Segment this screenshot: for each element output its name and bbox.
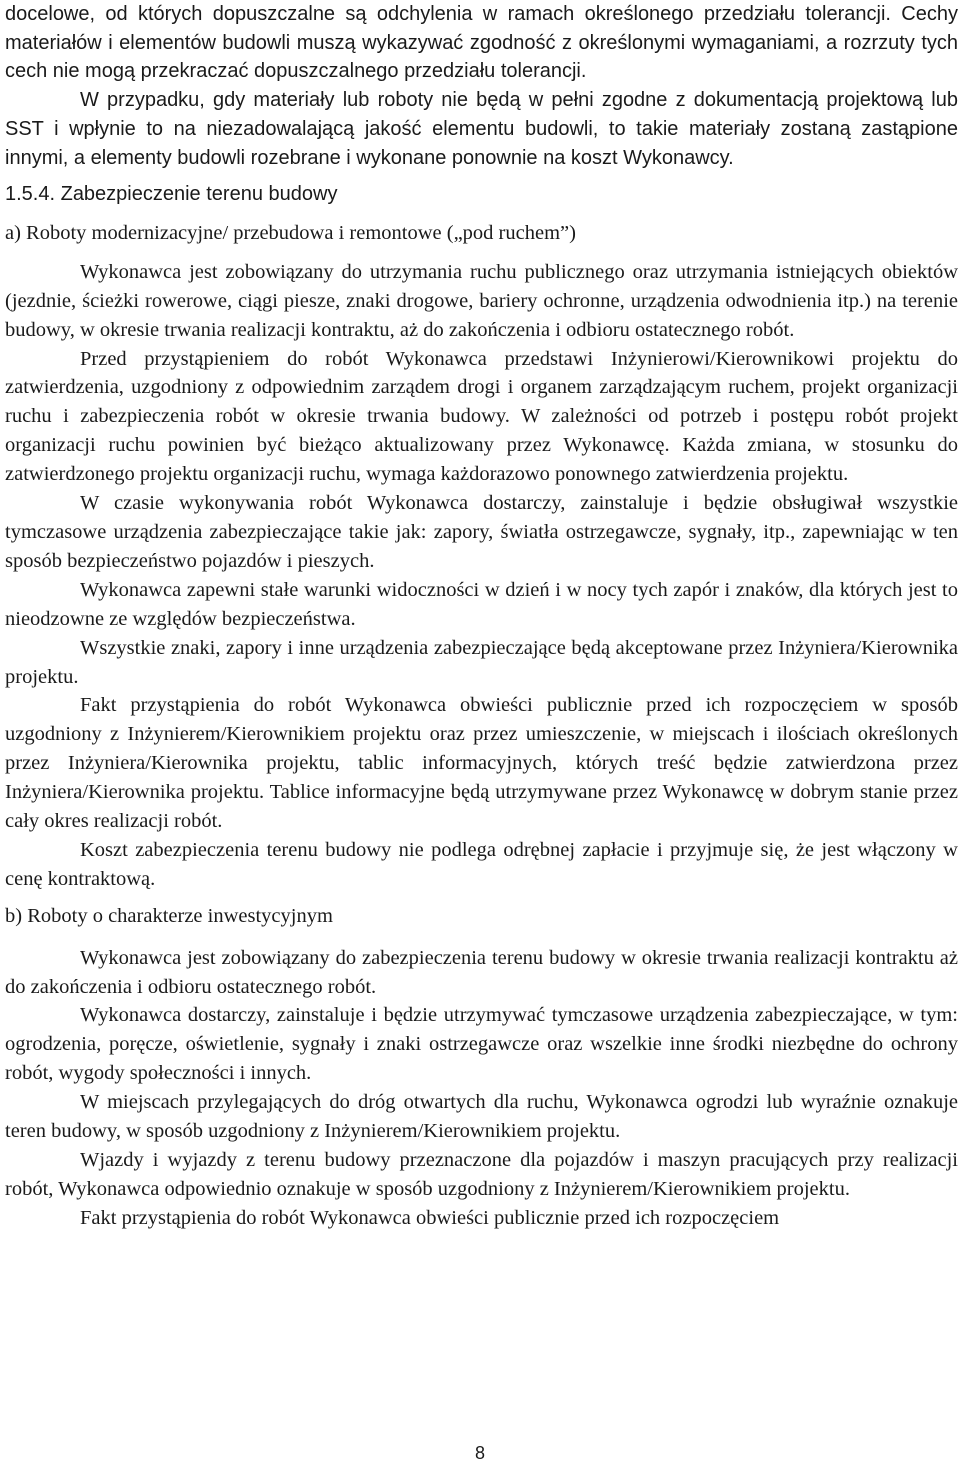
subsection-b-paragraph: W miejscach przylegających do dróg otwartych dla ruchu, Wykonawca ogrodzi lub wyraźnie oznakuje teren budowy, w sposób uzgodniony z Inżynierem/Kierownikiem projektu. bbox=[5, 1091, 958, 1143]
subsection-a-paragraph: Wykonawca jest zobowiązany do utrzymania ruchu publicznego oraz utrzymania istniejących obiektów (jezdnie, ścieżki rowerowe, ciągi piesze, znaki drogowe, bariery ochronne, urządzenia odwodnienia itp.) na terenie budowy, w okresie trwania realizacji kontraktu, aż do zakończenia i odbioru ostatecznego robót. bbox=[5, 260, 958, 341]
subsection-b-paragraph: Fakt przystąpienia do robót Wykonawca obwieści publicznie przed ich rozpoczęciem bbox=[80, 1206, 780, 1229]
intro-continuation-paragraph: docelowe, od których dopuszczalne są odchylenia w ramach określonego przedziału tolerancji. Cechy materiałów i elementów budowli muszą wykazywać zgodność z określonymi wymaganiami, a rozrzuty tych cech nie mogą przekraczać dopuszczalnego przedziału tolerancji. bbox=[5, 3, 958, 83]
page-number: 8 bbox=[474, 1443, 485, 1463]
section-heading: 1.5.4. Zabezpieczenie terenu budowy bbox=[5, 183, 338, 206]
subsection-b-paragraph: Wykonawca jest zobowiązany do zabezpieczenia terenu budowy w okresie trwania realizacji kontraktu aż do zakończenia i odbioru ostatecznego robót. bbox=[5, 946, 958, 998]
intro-paragraph: W przypadku, gdy materiały lub roboty nie będą w pełni zgodne z dokumentacją projektową lub SST i wpłynie to na niezadowalającą jakość elementu budowli, to takie materiały zostaną zastąpione innymi, a elementy budowli rozebrane i wykonane ponownie na koszt Wykonawcy. bbox=[5, 89, 958, 169]
subsection-b-paragraph: Wykonawca dostarczy, zainstaluje i będzie utrzymywać tymczasowe urządzenia zabezpieczające, w tym: ogrodzenia, poręcze, oświetlenie, sygnały i znaki ostrzegawcze oraz wszelkie inne środki niezbędne do ochrony robót, wygody społeczności i innych. bbox=[5, 1004, 958, 1085]
subsection-b-heading: b) Roboty o charakterze inwestycyjnym bbox=[5, 904, 333, 927]
subsection-a-heading: a) Roboty modernizacyjne/ przebudowa i remontowe („pod ruchem”) bbox=[5, 221, 576, 244]
subsection-a-paragraph: Wszystkie znaki, zapory i inne urządzenia zabezpieczające będą akceptowane przez Inżyniera/Kierownika projektu. bbox=[5, 636, 958, 688]
subsection-a-paragraph: Przed przystąpieniem do robót Wykonawca przedstawi Inżynierowi/Kierownikowi projektu do zatwierdzenia, uzgodniony z odpowiednim zarządem drogi i organem zarządzającym ruchem, projekt organizacji ruchu i zabezpieczenia robót w okresie trwania budowy. W zależności od potrzeb i postępu robót projekt organizacji ruchu powinien być bieżąco aktualizowany przez Wykonawcę. Każda zmiana, w stosunku do zatwierdzonego projektu organizacji ruchu, wymaga każdorazowo ponownego zatwierdzenia projektu. bbox=[5, 347, 958, 486]
subsection-a-paragraph: Koszt zabezpieczenia terenu budowy nie podlega odrębnej zapłacie i przyjmuje się, że jest włączony w cenę kontraktową. bbox=[5, 838, 958, 890]
subsection-a-paragraph: W czasie wykonywania robót Wykonawca dostarczy, zainstaluje i będzie obsługiwał wszystkie tymczasowe urządzenia zabezpieczające takie jak: zapory, światła ostrzegawcze, sygnały, itp., zapewniając w ten sposób bezpieczeństwo pojazdów i pieszych. bbox=[5, 492, 958, 572]
subsection-a-paragraph: Wykonawca zapewni stałe warunki widoczności w dzień i w nocy tych zapór i znaków, dla których jest to nieodzowne ze względów bezpieczeństwa. bbox=[5, 578, 958, 630]
subsection-b-paragraph: Wjazdy i wyjazdy z terenu budowy przeznaczone dla pojazdów i maszyn pracujących przy realizacji robót, Wykonawca odpowiednio oznakuje w sposób uzgodniony z Inżynierem/Kierownikiem projektu. bbox=[5, 1149, 958, 1200]
subsection-a-paragraph: Fakt przystąpienia do robót Wykonawca obwieści publicznie przed ich rozpoczęciem w sposób uzgodniony z Inżynierem/Kierownikiem projektu oraz przez umieszczenie, w miejscach i ilościach określonych przez Inżyniera/Kierownika projektu, tablic informacyjnych, których treść będzie zatwierdzona przez Inżyniera/Kierownika projektu. Tablice informacyjne będą utrzymywane przez Wykonawcę w dobrym stanie przez cały okres realizacji robót. bbox=[5, 694, 958, 833]
